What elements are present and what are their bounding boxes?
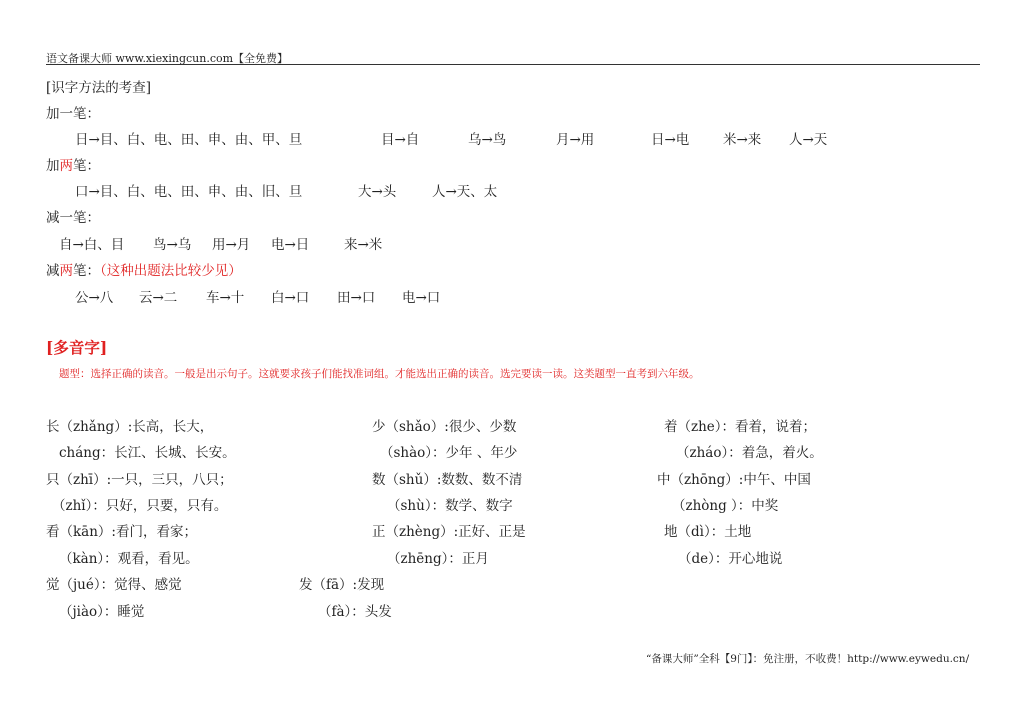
add-one-item: 月→用	[556, 132, 595, 148]
polyphone-entry: （de）：开心地说	[678, 551, 783, 567]
polyphone-entry: （jiào）：睡觉	[59, 604, 145, 620]
sub-two-item: 云→二	[139, 290, 178, 306]
polyphone-entry: 中（zhōng）:中午、中国	[657, 472, 811, 488]
add-one-item: 乌→鸟	[468, 132, 507, 148]
sub-one-item: 电→日	[271, 237, 310, 253]
header-text: 语文备课大师 www.xiexingcun.com【全免费】	[46, 52, 289, 65]
polyphone-entry: （zháo）：着急，着火。	[676, 445, 823, 461]
add-one-item: 日→电	[651, 132, 690, 148]
polyphone-entry: （zhǐ）：只好，只要，只有。	[52, 498, 228, 514]
sub-two-item: 电→口	[402, 290, 441, 306]
polyphone-entry: （fà）：头发	[318, 604, 392, 620]
sub-one-item: 来→米	[344, 237, 383, 253]
polyphone-entry: （shào）：少年 、年少	[380, 445, 518, 461]
polyphone-entry: 正（zhèng）:正好、正是	[372, 524, 526, 540]
section-title-polyphone: [多音字]	[46, 338, 108, 357]
polyphone-entry: 少（shǎo）:很少、少数	[372, 419, 517, 435]
polyphone-entry: 长（zhǎng）:长高，长大，	[46, 419, 214, 435]
add-two-item: 口→目、白、电、田、申、由、旧、旦	[75, 184, 303, 200]
polyphone-entry: 着（zhe）：看着，说着；	[664, 419, 817, 435]
polyphone-entry: 数（shǔ）:数数、数不清	[372, 472, 523, 488]
add-one-item: 人→天	[789, 132, 828, 148]
polyphone-entry: cháng：长江、长城、长安。	[59, 445, 236, 461]
polyphone-entry: （zhòng ）：中奖	[672, 498, 779, 514]
add-two-item: 大→头	[358, 184, 397, 200]
polyphone-entry: 觉（jué）：觉得、感觉	[46, 577, 182, 593]
section-title-method: [识字方法的考查]	[46, 80, 152, 96]
sub-one-item: 用→月	[212, 237, 251, 253]
polyphone-entry: 地（dì）：土地	[664, 524, 752, 540]
polyphone-entry: （zhēng）：正月	[387, 551, 489, 567]
footer-text: “备课大师”全科【9门】：免注册，不收费！http://www.eywedu.cn/	[646, 653, 970, 665]
sub-one-item: 鸟→乌	[153, 237, 192, 253]
add-one-item: 米→来	[723, 132, 762, 148]
polyphone-entry: 看（kān）:看门，看家；	[46, 524, 197, 540]
sub-one-item: 自→白、目	[59, 237, 125, 253]
sub-two-item: 车→十	[206, 290, 245, 306]
sub-two-item: 白→口	[271, 290, 310, 306]
add-one-item: 目→自	[381, 132, 420, 148]
sub-two-note: （这种出题法比较少见）	[100, 263, 242, 279]
add-two-item: 人→天、太	[432, 184, 498, 200]
polyphone-entry: （kàn）：观看，看见。	[59, 551, 199, 567]
section-note: 题型：选择正确的读音。一般是出示句子。这就要求孩子们能找准词组。才能选出正确的读音。选完要读一读。这类题型一直考到六年级。	[59, 368, 700, 380]
sub-one-label: 减一笔：	[46, 210, 100, 226]
add-one-item: 日→目、白、电、田、申、由、甲、旦	[75, 132, 303, 148]
sub-two-label: 减两笔：（这种出题法比较少见）	[46, 263, 242, 279]
polyphone-entry: 只（zhī）:一只，三只，八只；	[46, 472, 233, 488]
add-two-label: 加两笔：	[46, 158, 100, 174]
sub-two-item: 公→八	[75, 290, 114, 306]
polyphone-entry: （shù）：数学、数字	[387, 498, 513, 514]
add-one-label: 加一笔：	[46, 106, 100, 122]
sub-two-item: 田→口	[337, 290, 376, 306]
header-divider	[46, 64, 980, 65]
polyphone-entry: 发（fā）:发现	[299, 577, 385, 593]
